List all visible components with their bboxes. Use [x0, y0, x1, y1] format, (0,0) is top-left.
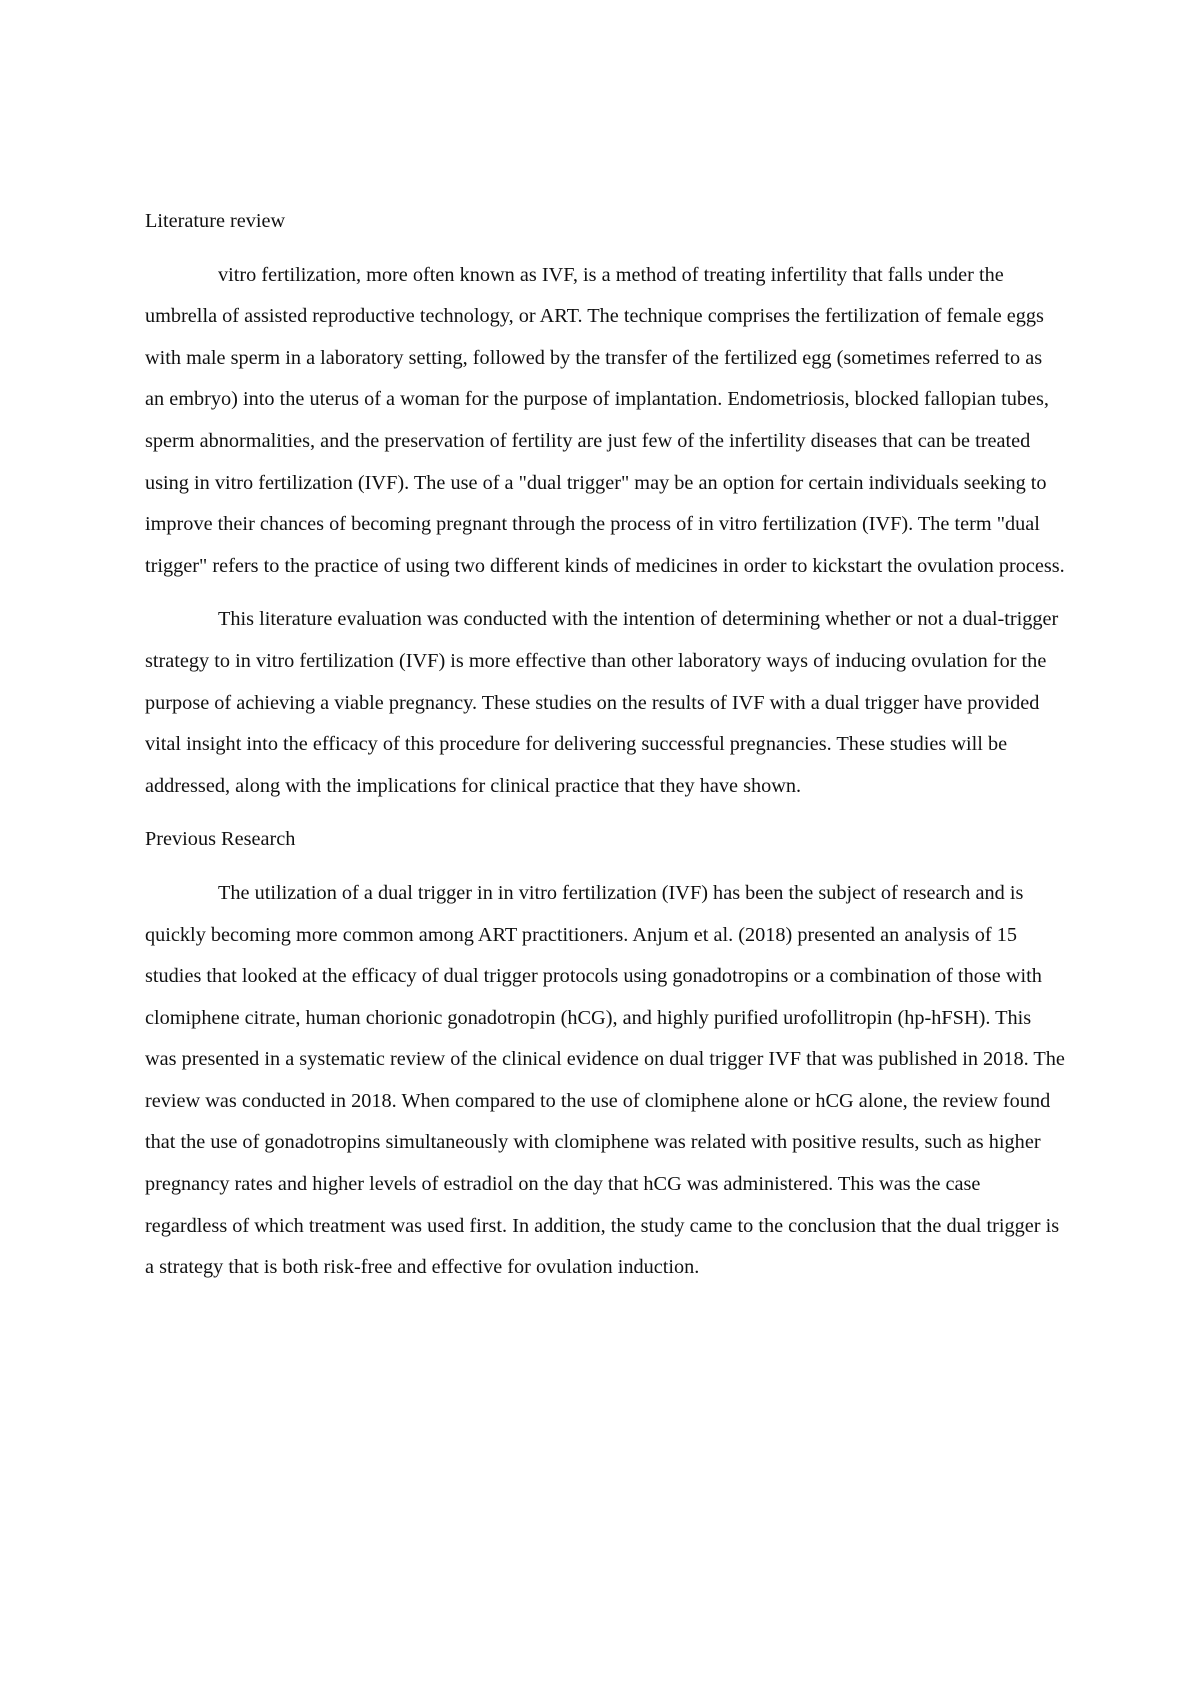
- document-body: [145, 201, 1065, 1289]
- paragraph-ivf-intro: vitro fertilization, more often known as IVF, is a method of treating infertility that falls under the umbrella of assisted reproductive technology, or ART. The technique comprises the fertilization of female eggs with male sperm in a laboratory setting, followed by the transfer of the fertilized egg (sometimes referred to as an embryo) into the uterus of a woman for the purpose of implantation. Endometriosis, blocked fallopian tubes, sperm abnormalities, and the preservation of fertility are just few of the infertility diseases that can be treated using in vitro fertilization (IVF). The use of a "dual trigger" may be an option for certain individuals seeking to improve their chances of becoming pregnant through the process of in vitro fertilization (IVF). The term "dual trigger" refers to the practice of using two different kinds of medicines in order to kickstart the ovulation process.: [145, 263, 1065, 577]
- paragraph-previous-research: The utilization of a dual trigger in in vitro fertilization (IVF) has been the subject of research and is quickly becoming more common among ART practitioners. Anjum et al. (2018) presented an analysis of 15 studies that looked at the efficacy of dual trigger protocols using gonadotropins or a combination of those with clomiphene citrate, human chorionic gonadotropin (hCG), and highly purified urofollitropin (hp-hFSH). This was presented in a systematic review of the clinical evidence on dual trigger IVF that was published in 2018. The review was conducted in 2018. When compared to the use of clomiphene alone or hCG alone, the review found that the use of gonadotropins simultaneously with clomiphene was related with positive results, such as higher pregnancy rates and higher levels of estradiol on the day that hCG was administered. This was the case regardless of which treatment was used first. In addition, the study came to the conclusion that the dual trigger is a strategy that is both risk-free and effective for ovulation induction.: [145, 881, 1065, 1279]
- paragraph-evaluation-purpose: This literature evaluation was conducted with the intention of determining whether or not a dual-trigger strategy to in vitro fertilization (IVF) is more effective than other laboratory ways of inducing ovulation for the purpose of achieving a viable pregnancy. These studies on the results of IVF with a dual trigger have provided vital insight into the efficacy of this procedure for delivering successful pregnancies. These studies will be addressed, along with the implications for clinical practice that they have shown.: [145, 608, 1059, 797]
- section-heading-previous-research: Previous Research: [145, 828, 296, 851]
- section-heading-literature-review: Literature review: [145, 210, 286, 232]
